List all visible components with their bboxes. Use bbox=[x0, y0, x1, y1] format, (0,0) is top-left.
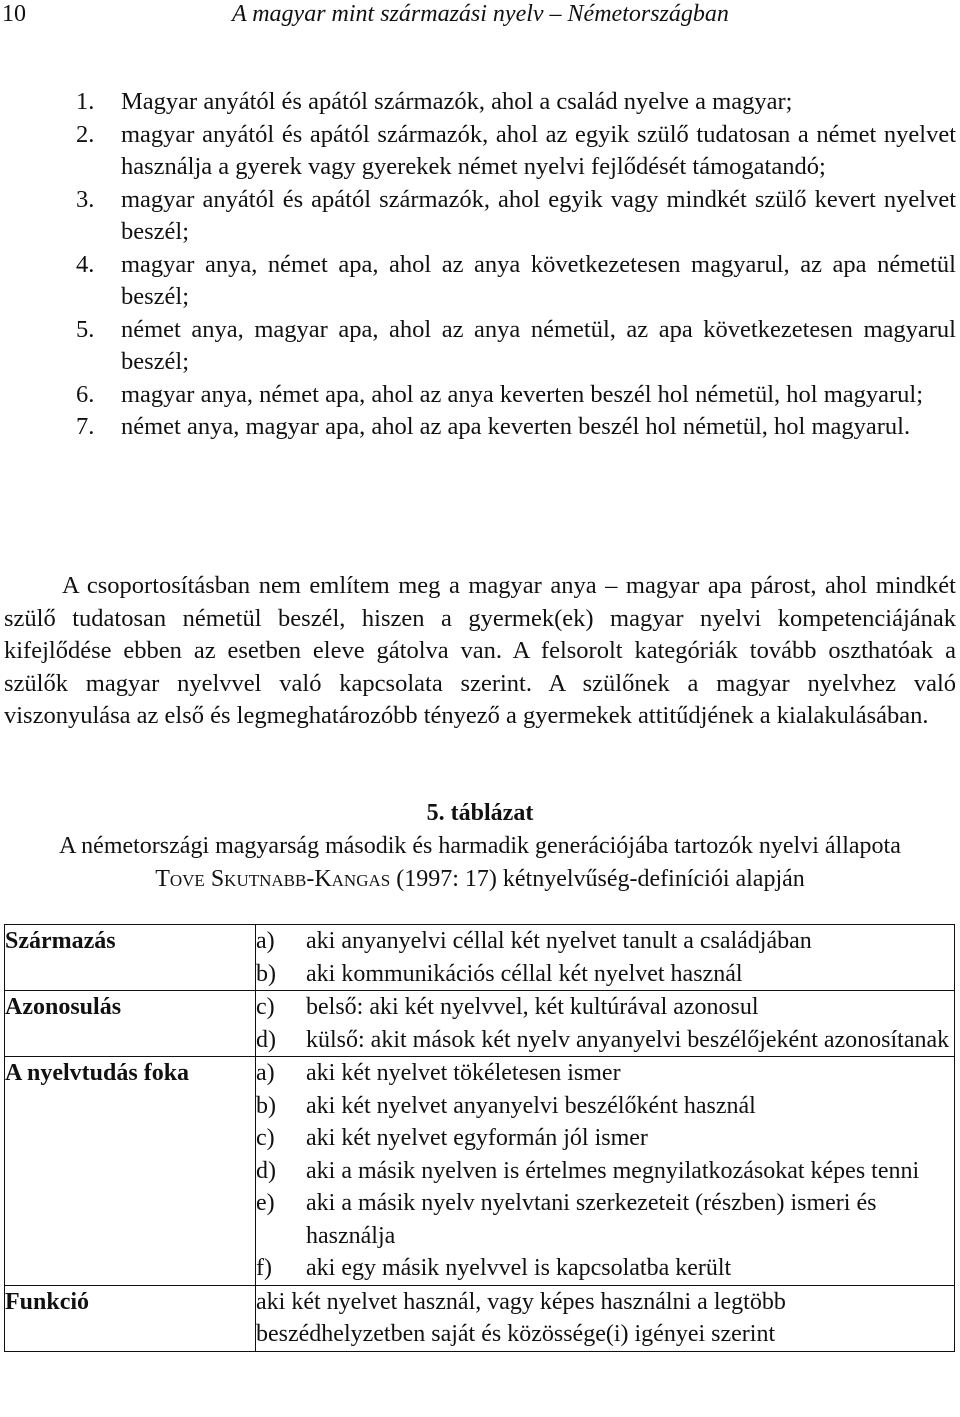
category-cell: Származás bbox=[5, 925, 256, 991]
table-caption bbox=[0, 797, 960, 896]
category-list bbox=[0, 86, 960, 444]
definition-item bbox=[256, 1057, 954, 1090]
category-cell: Funkció bbox=[5, 1285, 256, 1351]
category-cell: Azonosulás bbox=[5, 991, 256, 1057]
author-name: Tove Skutnabb-Kangas bbox=[155, 866, 391, 892]
list-item bbox=[0, 86, 960, 119]
definitions-cell bbox=[256, 991, 955, 1057]
item-letter: b) bbox=[256, 1092, 276, 1119]
page-number: 10 bbox=[2, 1, 26, 27]
definitions-table bbox=[4, 924, 955, 1352]
definition-item bbox=[256, 1155, 954, 1188]
body-paragraph: A csoportosításban nem említem meg a magyar anya – magyar apa párost, ahol mindkét szülő tudatosan németül beszél, hiszen a gyermek(ek) magyar nyelvi kompetenciájának kifejlődése ebben az esetben eleve gátolva van. A felsorolt kategóriák tovább oszthatóak a szülők magyar nyelvvel való kapcsolata szerint. A szülőnek a magyar nyelvhez való viszonyulása az első és legmeghatározóbb tényező a gyermekek attitűdjének a kialakulásában. bbox=[4, 572, 956, 729]
item-text: aki a másik nyelv nyelvtani szerkezeteit (részben) ismeri és használja bbox=[306, 1190, 877, 1249]
definition-item bbox=[256, 1024, 954, 1057]
table-number: 5. táblázat bbox=[426, 800, 534, 826]
table-subtitle bbox=[0, 863, 960, 896]
list-text: német anya, magyar apa, ahol az anya németül, az apa következetesen magyarul beszél; bbox=[121, 315, 956, 375]
list-number: 7. bbox=[76, 413, 95, 440]
list-number: 3. bbox=[76, 185, 95, 213]
running-title: A magyar mint származási nyelv – Németországban bbox=[232, 1, 729, 27]
table-title: A németországi magyarság második és harmadik generációjába tartozók nyelvi állapota bbox=[59, 833, 901, 859]
list-item bbox=[0, 314, 960, 379]
definition-item bbox=[256, 1122, 954, 1155]
list-text: magyar anyától és apától származók, ahol egyik vagy mindkét szülő kevert nyelvet beszél; bbox=[121, 185, 956, 245]
item-letter: e) bbox=[256, 1190, 275, 1216]
item-text: aki két nyelvet anyanyelvi beszélőként használ bbox=[306, 1092, 756, 1119]
item-text: külső: akit mások két nyelv anyanyelvi beszélőjeként azonosítanak bbox=[306, 1026, 950, 1053]
list-text: német anya, magyar apa, ahol az apa keverten beszél hol németül, hol magyarul. bbox=[121, 413, 911, 440]
item-text: aki két nyelvet egyformán jól ismer bbox=[306, 1125, 648, 1151]
table-row bbox=[5, 1057, 955, 1286]
definition-item bbox=[256, 1187, 954, 1252]
table-row bbox=[5, 1285, 955, 1351]
list-number: 5. bbox=[76, 315, 95, 343]
item-text: aki két nyelvet tökéletesen ismer bbox=[306, 1060, 621, 1086]
item-letter: a) bbox=[256, 1060, 275, 1086]
list-number: 2. bbox=[76, 120, 95, 148]
item-letter: b) bbox=[256, 960, 276, 987]
list-text: Magyar anyától és apától származók, ahol a család nyelve a magyar; bbox=[121, 88, 793, 115]
list-item bbox=[0, 119, 960, 184]
list-item bbox=[0, 249, 960, 314]
definition-item bbox=[256, 1090, 954, 1123]
list-text: magyar anya, német apa, ahol az anya következetesen magyarul, az apa németül beszél; bbox=[121, 250, 956, 310]
definition-item bbox=[256, 925, 954, 958]
item-text: aki egy másik nyelvvel is kapcsolatba került bbox=[306, 1255, 732, 1281]
item-text: aki anyanyelvi céllal két nyelvet tanult a családjában bbox=[306, 928, 812, 954]
item-letter: c) bbox=[256, 1125, 275, 1151]
item-text: aki a másik nyelven is értelmes megnyilatkozásokat képes tenni bbox=[306, 1157, 920, 1184]
subtitle-rest: (1997: 17) kétnyelvűség-definíciói alapján bbox=[390, 866, 805, 892]
list-item bbox=[0, 379, 960, 412]
item-letter: d) bbox=[256, 1026, 276, 1053]
definitions-cell bbox=[256, 925, 955, 991]
definitions-cell: aki két nyelvet használ, vagy képes használni a legtöbb beszédhelyzetben saját és közössége(i) igényei szerint bbox=[256, 1285, 955, 1351]
list-item bbox=[0, 184, 960, 249]
definition-item bbox=[256, 1252, 954, 1285]
definition-item bbox=[256, 991, 954, 1024]
item-letter: a) bbox=[256, 928, 275, 954]
item-letter: f) bbox=[256, 1255, 272, 1281]
list-item bbox=[0, 411, 960, 444]
item-text: belső: aki két nyelvvel, két kultúrával azonosul bbox=[306, 994, 759, 1020]
table-row bbox=[5, 925, 955, 991]
item-letter: c) bbox=[256, 994, 275, 1020]
definitions-cell bbox=[256, 1057, 955, 1286]
definition-item bbox=[256, 958, 954, 991]
list-number: 1. bbox=[76, 88, 95, 115]
table-row bbox=[5, 991, 955, 1057]
list-number: 4. bbox=[76, 250, 95, 278]
item-text: aki kommunikációs céllal két nyelvet használ bbox=[306, 960, 743, 987]
category-cell: A nyelvtudás foka bbox=[5, 1057, 256, 1286]
list-text: magyar anya, német apa, ahol az anya keverten beszél hol németül, hol magyarul; bbox=[121, 380, 924, 408]
page-header bbox=[0, 0, 960, 34]
item-letter: d) bbox=[256, 1157, 276, 1184]
list-number: 6. bbox=[76, 380, 95, 408]
list-text: magyar anyától és apától származók, ahol az egyik szülő tudatosan a német nyelvet használja a gyerek vagy gyerekek német nyelvi fejlődését támogatandó; bbox=[121, 120, 956, 180]
